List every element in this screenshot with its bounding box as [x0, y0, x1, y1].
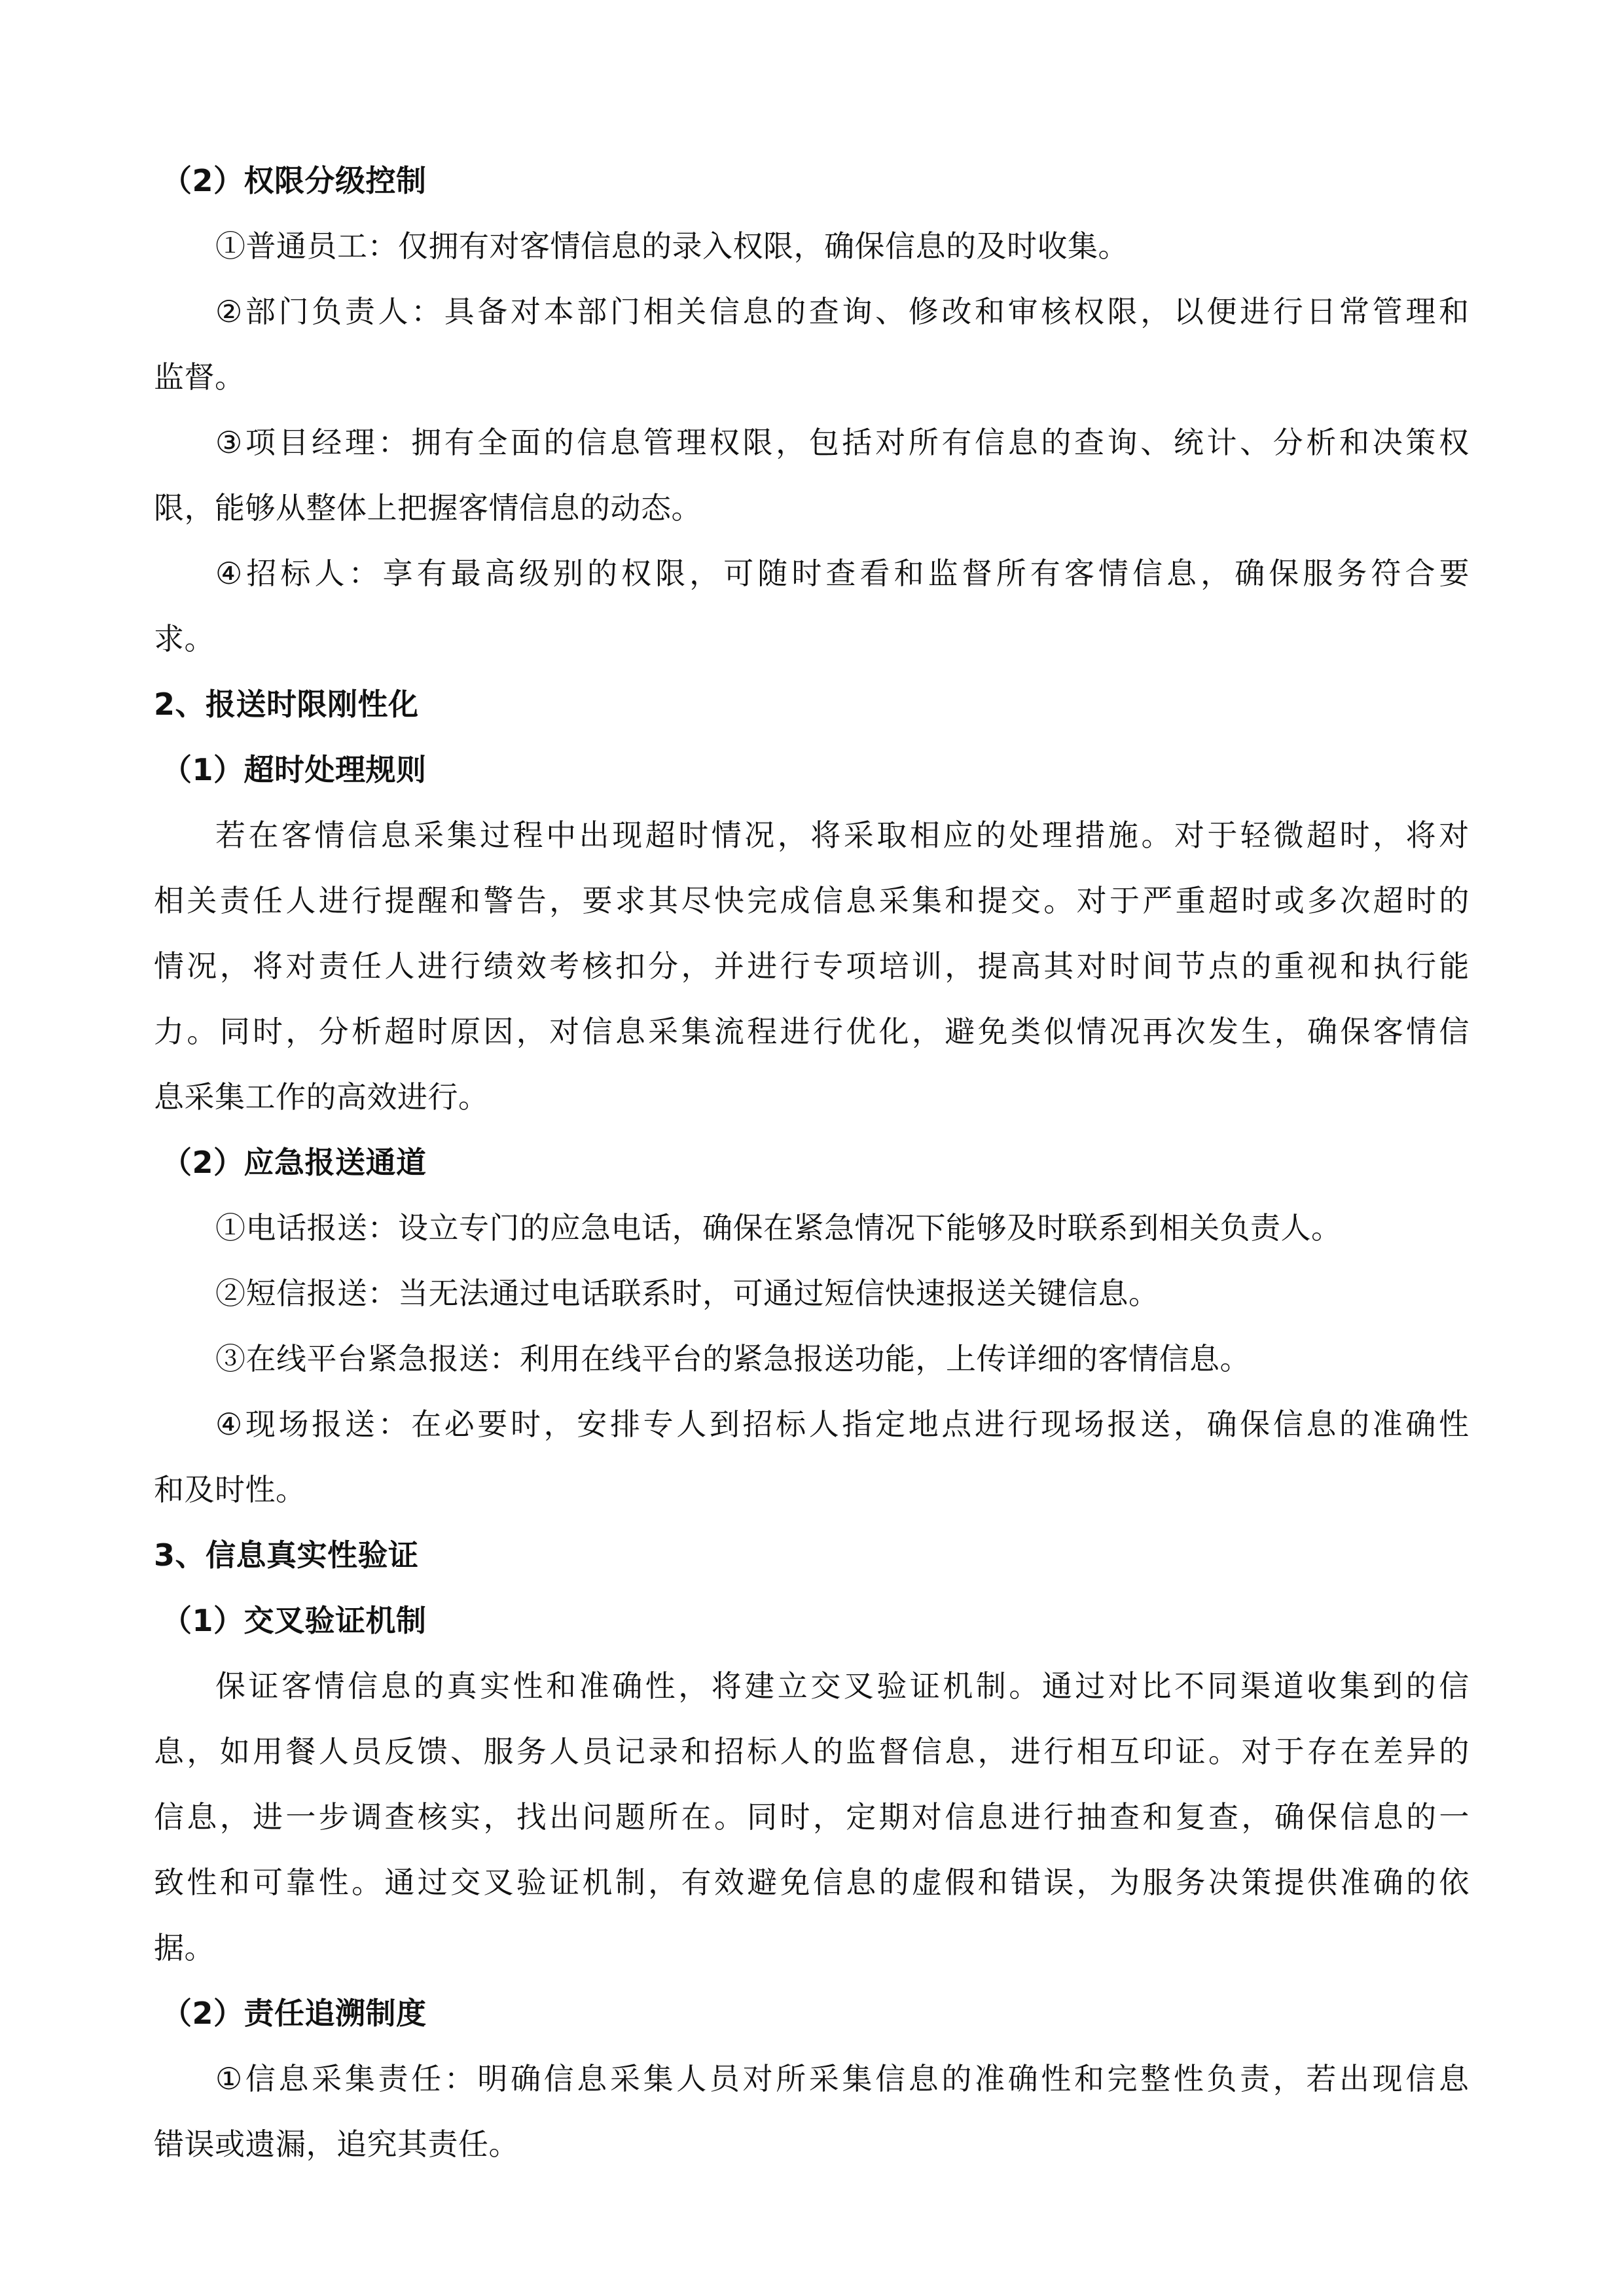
list-item: ④ 现 场 报 送 ： 在 必 要 时 ， 安 排 专 人 到 招 标 人 指 定 地 点 进 行 现 场 报 送 ， 确 保 信 息 的 准 确 性 [215, 1407, 1470, 1442]
document-page [154, 148, 1470, 2177]
list-item: ②短信报送：当无法通过电话联系时，可通过短信快速报送关键信息。 [215, 1276, 1159, 1311]
subsection-heading-permission-levels: （2）权限分级控制 [162, 163, 427, 198]
list-item-continuation: 错误或遗漏，追究其责任。 [154, 2126, 519, 2162]
list-item: ③ 项 目 经 理 ： 拥 有 全 面 的 信 息 管 理 权 限 ， 包 括 对 所 有 信 息 的 查 询 、 统 计 、 分 析 和 决 策 权 [215, 425, 1470, 460]
paragraph-line: 情 况 ， 将 对 责 任 人 进 行 绩 效 考 核 扣 分 ， 并 进 行 专 项 培 训 ， 提 高 其 对 时 间 节 点 的 重 视 和 执 行 能 [154, 948, 1470, 984]
paragraph-line: 力 。 同 时 ， 分 析 超 时 原 因 ， 对 信 息 采 集 流 程 进 行 优 化 ， 避 免 类 似 情 况 再 次 发 生 ， 确 保 客 情 信 [154, 1014, 1470, 1049]
subsection-heading-timeout-rules: （1）超时处理规则 [162, 752, 427, 787]
list-item: ① 信 息 采 集 责 任 ： 明 确 信 息 采 集 人 员 对 所 采 集 信 息 的 准 确 性 和 完 整 性 负 责 ， 若 出 现 信 息 [215, 2061, 1470, 2096]
paragraph-line: 保 证 客 情 信 息 的 真 实 性 和 准 确 性 ， 将 建 立 交 叉 验 证 机 制 。 通 过 对 比 不 同 渠 道 收 集 到 的 信 [215, 1668, 1470, 1704]
list-item: ①电话报送：设立专门的应急电话，确保在紧急情况下能够及时联系到相关负责人。 [215, 1210, 1342, 1246]
list-item-continuation: 限，能够从整体上把握客情信息的动态。 [154, 490, 702, 526]
section-heading-deadline: 2、报送时限刚性化 [154, 687, 419, 722]
list-item-continuation: 监督。 [154, 359, 245, 395]
paragraph-line: 致 性 和 可 靠 性 。 通 过 交 叉 验 证 机 制 ， 有 效 避 免 信 息 的 虚 假 和 错 误 ， 为 服 务 决 策 提 供 准 确 的 依 [154, 1865, 1470, 1900]
paragraph-line: 相 关 责 任 人 进 行 提 醒 和 警 告 ， 要 求 其 尽 快 完 成 信 息 采 集 和 提 交 。 对 于 严 重 超 时 或 多 次 超 时 的 [154, 883, 1470, 918]
subsection-heading-accountability: （2）责任追溯制度 [162, 1996, 427, 2031]
subsection-heading-cross-verification: （1）交叉验证机制 [162, 1603, 427, 1638]
list-item-continuation: 求。 [154, 621, 215, 656]
list-item: ③在线平台紧急报送：利用在线平台的紧急报送功能，上传详细的客情信息。 [215, 1341, 1250, 1376]
paragraph-line: 若 在 客 情 信 息 采 集 过 程 中 出 现 超 时 情 况 ， 将 采 取 相 应 的 处 理 措 施 。 对 于 轻 微 超 时 ， 将 对 [215, 817, 1470, 853]
paragraph-line: 息采集工作的高效进行。 [154, 1079, 489, 1115]
subsection-heading-emergency-channel: （2）应急报送通道 [162, 1145, 427, 1180]
paragraph-line: 据。 [154, 1930, 215, 1965]
paragraph-line: 息 ， 如 用 餐 人 员 反 馈 、 服 务 人 员 记 录 和 招 标 人 的 监 督 信 息 ， 进 行 相 互 印 证 。 对 于 存 在 差 异 的 [154, 1734, 1470, 1769]
list-item: ② 部 门 负 责 人 ： 具 备 对 本 部 门 相 关 信 息 的 查 询 、 修 改 和 审 核 权 限 ， 以 便 进 行 日 常 管 理 和 [215, 294, 1470, 329]
list-item-continuation: 和及时性。 [154, 1472, 306, 1507]
paragraph-line: 信 息 ， 进 一 步 调 查 核 实 ， 找 出 问 题 所 在 。 同 时 ， 定 期 对 信 息 进 行 抽 查 和 复 查 ， 确 保 信 息 的 一 [154, 1799, 1470, 1835]
section-heading-verification: 3、信息真实性验证 [154, 1537, 419, 1573]
list-item: ①普通员工：仅拥有对客情信息的录入权限，确保信息的及时收集。 [215, 228, 1128, 264]
list-item: ④ 招 标 人 ： 享 有 最 高 级 别 的 权 限 ， 可 随 时 查 看 和 监 督 所 有 客 情 信 息 ， 确 保 服 务 符 合 要 [215, 556, 1470, 591]
